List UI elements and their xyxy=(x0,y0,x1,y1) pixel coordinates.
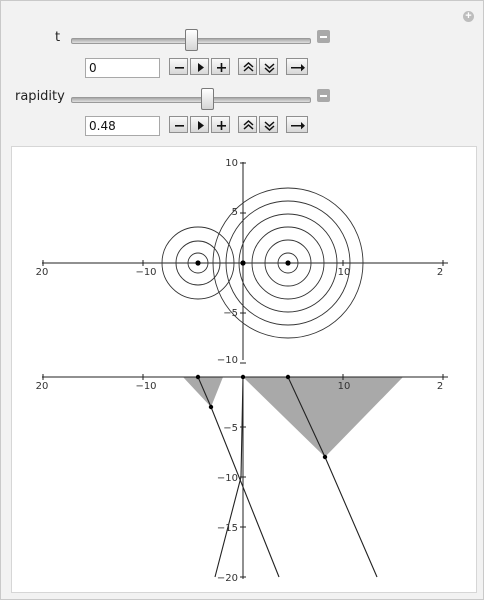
rapidity-increment-button[interactable] xyxy=(211,116,230,133)
t-faster-button[interactable] xyxy=(238,58,257,75)
t-options-toggle[interactable] xyxy=(317,30,330,43)
play-icon xyxy=(191,59,210,76)
rapidity-slower-button[interactable] xyxy=(259,116,278,133)
plots-svg xyxy=(12,147,476,592)
t-value-field[interactable]: 0 xyxy=(85,58,160,78)
bottom-x-tick-label: 10 xyxy=(337,381,351,392)
t-decrement-button[interactable] xyxy=(169,58,188,75)
event-point xyxy=(195,260,200,265)
rapidity-slider-track[interactable] xyxy=(71,97,311,103)
event-point xyxy=(240,260,245,265)
rapidity-direction-button[interactable] xyxy=(286,116,308,133)
event-point xyxy=(285,260,290,265)
minus-icon xyxy=(170,59,189,76)
plus-icon xyxy=(212,117,231,134)
rapidity-faster-button[interactable] xyxy=(238,116,257,133)
rapidity-options-toggle[interactable] xyxy=(317,89,330,102)
light-cone-region xyxy=(183,377,223,407)
bottom-y-tick-label: −20 xyxy=(216,573,238,584)
top-y-tick-label: −5 xyxy=(223,308,238,319)
top-y-tick-label: 10 xyxy=(225,158,238,169)
play-icon xyxy=(191,117,210,134)
t-direction-button[interactable] xyxy=(286,58,308,75)
top-y-tick-label: −10 xyxy=(216,355,238,366)
bottom-x-tick-label: 20 xyxy=(35,381,49,392)
bottom-x-tick-label: 2 xyxy=(436,381,444,392)
t-play-button[interactable] xyxy=(190,58,209,75)
t-label: t xyxy=(55,30,61,45)
arrow-right-icon xyxy=(287,59,309,76)
bottom-x-tick-label: −10 xyxy=(135,381,157,392)
plus-icon xyxy=(212,59,231,76)
event-point xyxy=(323,455,327,459)
top-x-tick-label: −10 xyxy=(135,267,157,278)
rapidity-label: rapidity xyxy=(15,89,65,104)
add-icon[interactable]: + xyxy=(463,11,474,22)
event-point xyxy=(209,405,213,409)
double-chevron-up-icon xyxy=(239,117,258,134)
top-x-tick-label: 2 xyxy=(436,267,444,278)
event-point xyxy=(241,375,245,379)
rapidity-play-button[interactable] xyxy=(190,116,209,133)
arrow-right-icon xyxy=(287,117,309,134)
t-increment-button[interactable] xyxy=(211,58,230,75)
rapidity-slider-thumb[interactable] xyxy=(201,88,214,110)
minus-icon xyxy=(170,117,189,134)
rapidity-decrement-button[interactable] xyxy=(169,116,188,133)
top-y-tick-label: 5 xyxy=(231,207,238,218)
plot-panel xyxy=(11,146,477,593)
bottom-y-tick-label: −15 xyxy=(216,523,238,534)
double-chevron-down-icon xyxy=(260,117,279,134)
double-chevron-down-icon xyxy=(260,59,279,76)
double-chevron-up-icon xyxy=(239,59,258,76)
top-x-tick-label: 10 xyxy=(337,267,351,278)
event-point xyxy=(286,375,290,379)
bottom-y-tick-label: −5 xyxy=(223,423,238,434)
rapidity-value-field[interactable]: 0.48 xyxy=(85,116,160,136)
t-slider-thumb[interactable] xyxy=(185,29,198,51)
bottom-y-tick-label: −10 xyxy=(216,473,238,484)
top-x-tick-label: 20 xyxy=(35,267,49,278)
t-slower-button[interactable] xyxy=(259,58,278,75)
light-cone-region xyxy=(243,377,403,457)
event-point xyxy=(196,375,200,379)
